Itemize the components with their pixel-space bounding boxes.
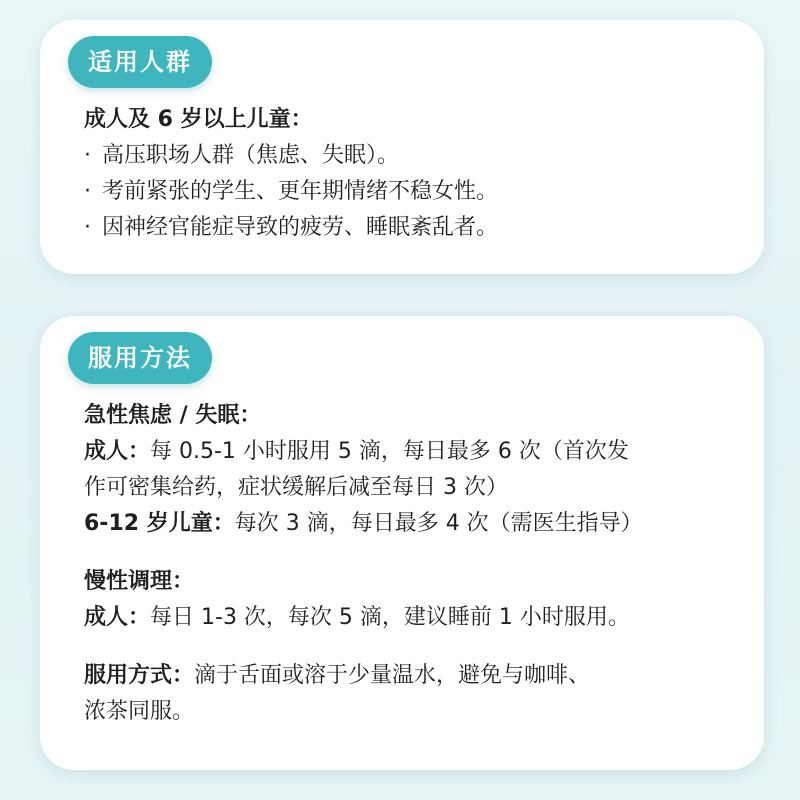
bullet-dot: · [84,143,91,168]
list-item-text: 考前紧张的学生、更年期情绪不稳女性。 [102,179,499,204]
spacer [84,636,740,658]
chronic-adult-label: 成人： [84,605,151,630]
bullet-dot: · [84,215,91,240]
dosage-content [84,398,740,730]
acute-adult-dosage [84,434,740,506]
list-item [84,210,740,246]
audience-heading: 成人及 6 岁以上儿童： [84,107,313,132]
acute-child-dosage [84,506,740,542]
dosage-card [40,316,764,770]
acute-child-text: 每次 3 滴，每日最多 4 次（需医生指导） [234,511,643,536]
bullet-dot: · [84,179,91,204]
acute-heading: 急性焦虑 / 失眠： [84,403,262,428]
acute-child-label: 6-12 岁儿童： [84,511,235,536]
method-text-line1: 滴于舌面或溶于少量温水，避免与咖啡、 [194,663,591,688]
audience-tag: 适用人群 [68,36,212,88]
usage-method [84,658,740,730]
chronic-adult-dosage [84,600,740,636]
acute-adult-text-line2: 作可密集给药，症状缓解后减至每日 3 次） [84,475,508,500]
list-item-text: 因神经官能症导致的疲劳、睡眠紊乱者。 [102,215,499,240]
list-item [84,138,740,174]
dosage-tag: 服用方法 [68,332,212,384]
audience-card [40,20,764,274]
audience-content [84,102,740,246]
list-item [84,174,740,210]
list-item-text: 高压职场人群（焦虑、失眠）。 [102,143,400,168]
chronic-adult-text: 每日 1-3 次，每次 5 滴，建议睡前 1 小时服用。 [150,605,630,630]
acute-adult-label: 成人： [84,439,151,464]
method-text-line2: 浓茶同服。 [84,699,195,724]
acute-adult-text-line1: 每 0.5-1 小时服用 5 滴，每日最多 6 次（首次发 [150,439,629,464]
chronic-heading: 慢性调理： [84,569,195,594]
spacer [84,542,740,564]
method-label: 服用方式： [84,663,195,688]
